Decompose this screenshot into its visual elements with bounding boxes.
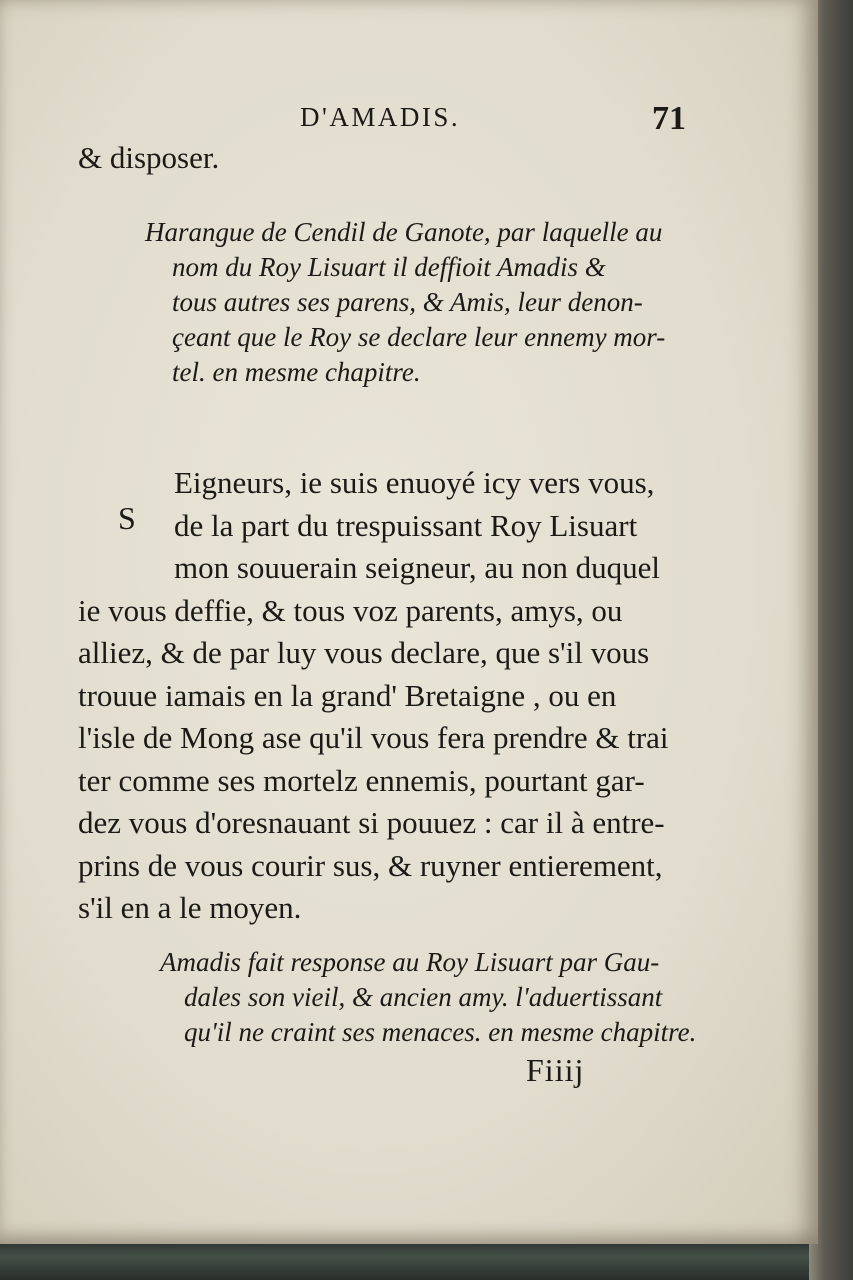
speech-line: ter comme ses mortelz ennemis, pourtant gar- <box>78 762 645 798</box>
drop-cap-letter: S <box>118 500 136 536</box>
chapter-heading-response <box>160 945 720 1050</box>
heading-line: Harangue de Cendil de Ganote, par laquelle au <box>145 217 663 247</box>
speech-line: trouue iamais en la grand' Bretaigne , ou en <box>78 677 617 713</box>
running-head-title: D'AMADIS. <box>300 102 461 132</box>
chapter-heading-harangue <box>145 215 705 390</box>
speech-line: mon souuerain seigneur, au non duquel <box>174 550 661 585</box>
running-head <box>0 100 818 140</box>
speech-line: s'il en a le moyen. <box>78 890 302 925</box>
speech-line: l'isle de Mong ase qu'il vous fera prendre & trai <box>78 720 669 755</box>
speech-line: alliez, & de par luy vous declare, que s'il vous <box>78 635 650 670</box>
speech-line: ie vous deffie, & tous voz parents, amys, ou <box>78 592 623 628</box>
heading-line: tel. en mesme chapitre. <box>172 357 421 387</box>
heading-line: tous autres ses parens, & Amis, leur denon- <box>172 287 643 317</box>
signature-mark: Fiiij <box>526 1052 585 1088</box>
speech-line: de la part du trespuissant Roy Lisuart <box>174 507 638 543</box>
speech-line: dez vous d'oresnauant si pouuez : car il à entre- <box>78 805 665 840</box>
heading-line: Amadis fait response au Roy Lisuart par Gau- <box>160 947 660 977</box>
heading-line: çeant que le Roy se declare leur ennemy mor- <box>172 322 666 352</box>
heading-line: nom du Roy Lisuart il deffioit Amadis & <box>172 252 606 282</box>
heading-line: qu'il ne craint ses menaces. en mesme chapitre. <box>184 1017 697 1047</box>
speech-paragraph <box>78 462 718 930</box>
continuation-line: & disposer. <box>78 140 220 175</box>
heading-line: dales son vieil, & ancien amy. l'aduertissant <box>184 982 663 1012</box>
book-binding <box>0 1240 853 1280</box>
speech-line: prins de vous courir sus, & ruyner entierement, <box>78 847 663 883</box>
speech-line: Eigneurs, ie suis enuoyé icy vers vous, <box>174 465 655 500</box>
page-number: 71 <box>652 100 686 137</box>
